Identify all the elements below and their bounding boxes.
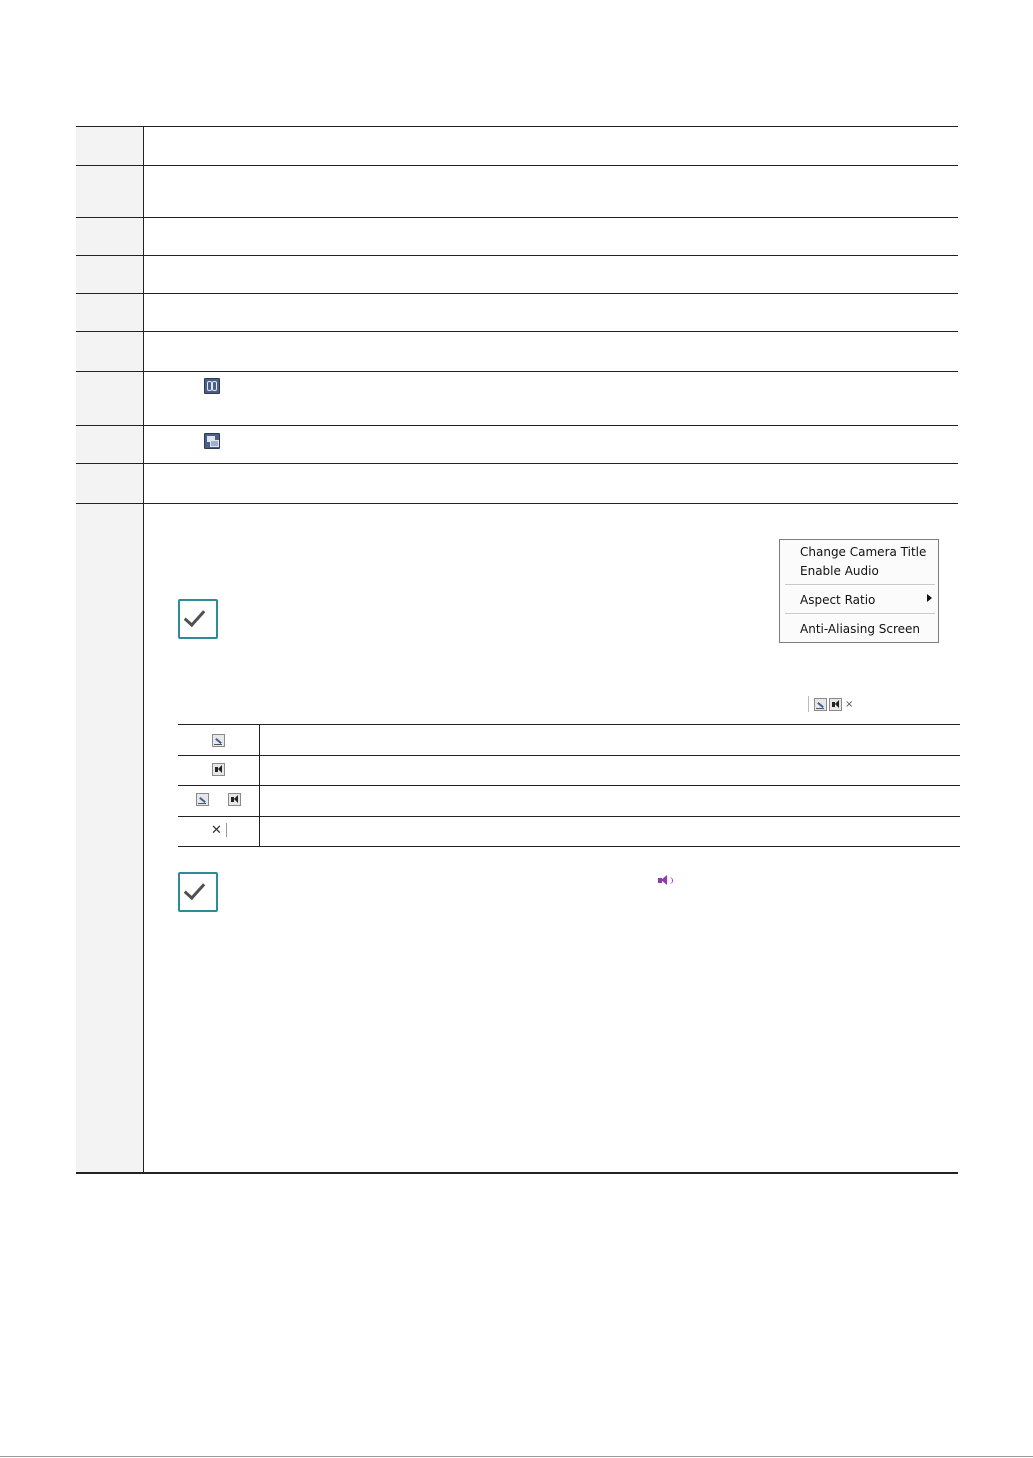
submenu-arrow-icon (927, 594, 932, 602)
page-footer-rule (0, 1456, 1033, 1457)
close-icon[interactable]: × (845, 699, 854, 710)
close-icon: ✕ (211, 823, 222, 838)
menu-item-aspect-ratio[interactable]: Aspect Ratio (800, 593, 876, 607)
menu-separator (785, 584, 935, 586)
row-divider (76, 165, 958, 166)
row-divider (76, 293, 958, 294)
camera-title-icon (212, 734, 225, 747)
audio-icon[interactable] (829, 698, 842, 711)
audio-icon (228, 793, 241, 806)
row-divider (178, 785, 960, 786)
row-divider (76, 331, 958, 332)
camera-title-icon (196, 793, 209, 806)
audio-icon (212, 763, 225, 776)
row-divider (76, 463, 958, 464)
description-table (76, 126, 958, 1174)
row-divider (178, 816, 960, 817)
camera-title-icon[interactable] (814, 698, 827, 711)
menu-item-enable-audio[interactable]: Enable Audio (800, 564, 879, 578)
row-divider (76, 371, 958, 372)
camera-context-menu (779, 539, 939, 643)
row-divider (76, 255, 958, 256)
screen-layout-icon (204, 433, 220, 449)
row-divider (178, 755, 960, 756)
row-divider (76, 425, 958, 426)
icon-legend-table (178, 724, 960, 847)
row-divider (76, 217, 958, 218)
row-divider (76, 503, 958, 504)
linked-controls-icon (204, 378, 220, 394)
check-note-icon (178, 872, 218, 912)
toolbar-edge (226, 823, 227, 837)
row-number-column (76, 127, 144, 1172)
check-note-icon (178, 599, 218, 639)
camera-toolbar (808, 696, 855, 712)
menu-item-anti-aliasing-screen[interactable]: Anti-Aliasing Screen (800, 622, 921, 636)
menu-separator (785, 613, 935, 615)
menu-item-change-camera-title[interactable]: Change Camera Title (800, 545, 927, 559)
